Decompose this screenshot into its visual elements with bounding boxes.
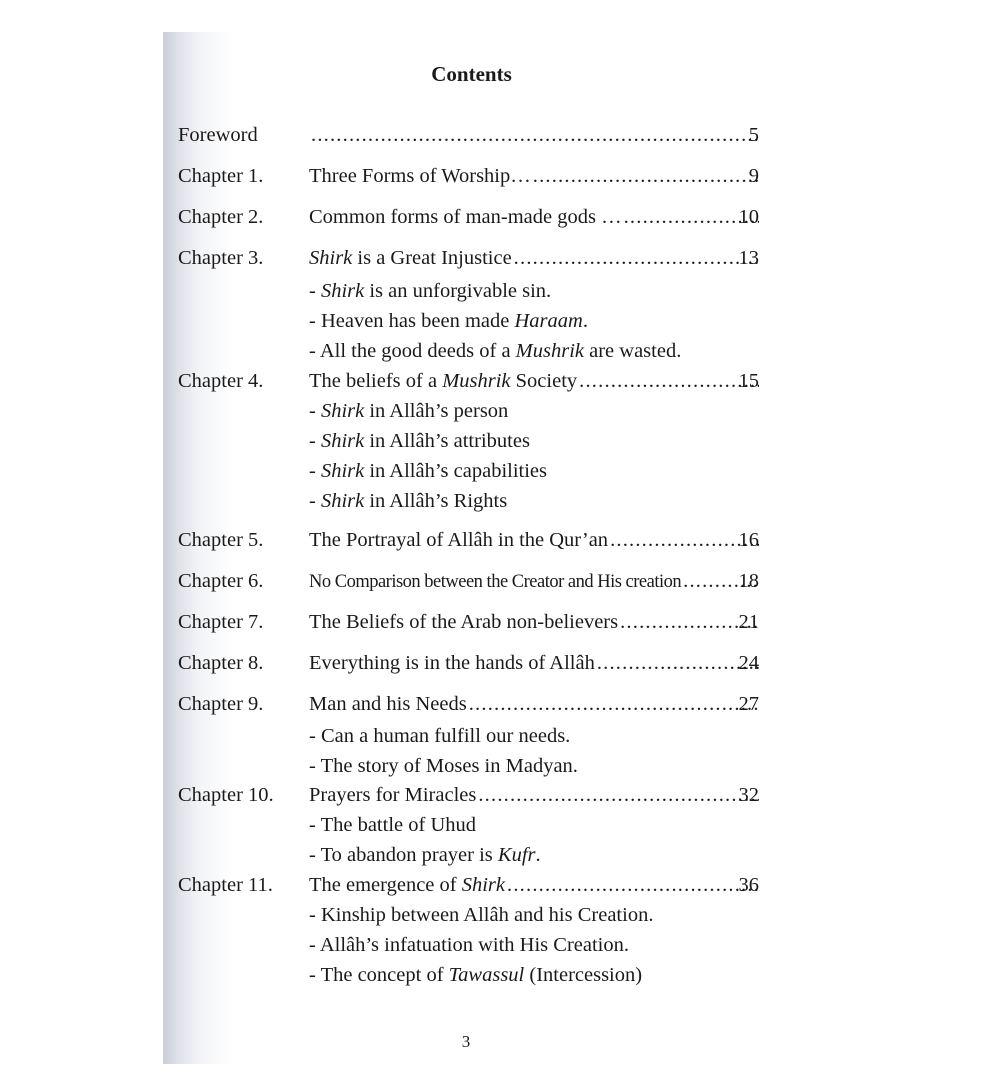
subtopic: - Shirk in Allâh’s person: [309, 400, 509, 422]
toc-entry-chapter-1[interactable]: [178, 161, 778, 191]
entry-page-number: 13: [738, 247, 759, 269]
entry-label: Chapter 4.: [178, 370, 264, 392]
subtopic: - The concept of Tawassul (Intercession): [309, 964, 643, 986]
page-title: Contents: [431, 62, 512, 86]
toc-entry-chapter-8[interactable]: [178, 648, 778, 678]
entry-label: Chapter 2.: [178, 206, 264, 228]
toc-entry-chapter-11[interactable]: [178, 870, 778, 900]
toc-entry-chapter-4[interactable]: [178, 366, 778, 396]
entry-leader: [309, 120, 759, 150]
toc-entry-chapter-2[interactable]: [178, 202, 778, 232]
toc-entry-foreword[interactable]: [178, 120, 778, 150]
entry-page-number: 15: [738, 370, 759, 392]
entry-label: Chapter 11.: [178, 874, 273, 896]
toc-entry-chapter-3[interactable]: [178, 243, 778, 273]
subtopic: - Kinship between Allâh and his Creation.: [309, 904, 654, 926]
entry-label: Foreword: [178, 124, 258, 146]
subtopic: - Allâh’s infatuation with His Creation.: [309, 934, 629, 956]
entry-label: Chapter 9.: [178, 693, 264, 715]
entry-page-number: 16: [738, 529, 759, 551]
entry-page-number: 9: [748, 165, 759, 187]
entry-page-number: 21: [738, 611, 759, 633]
entry-title: Everything is in the hands of Allâh .....: [309, 648, 759, 678]
entry-label: Chapter 5.: [178, 529, 264, 551]
subtopic: - The story of Moses in Madyan.: [309, 755, 578, 777]
entry-title: The beliefs of a Mushrik Society .....: [309, 366, 759, 396]
entry-title: The Beliefs of the Arab non-believers .....: [309, 607, 759, 637]
entry-title: Common forms of man-made gods … .....: [309, 202, 759, 232]
entry-title: No Comparison between the Creator and His creation .....: [309, 566, 759, 597]
subtopic: - All the good deeds of a Mushrik are wasted.: [309, 340, 682, 362]
entry-page-number: 10: [738, 206, 759, 228]
subtopic: - Shirk in Allâh’s attributes: [309, 430, 530, 452]
entry-page-number: 5: [748, 124, 759, 146]
entry-label: Chapter 7.: [178, 611, 264, 633]
subtopic: - Shirk in Allâh’s capabilities: [309, 460, 547, 482]
toc-entry-chapter-10[interactable]: [178, 780, 778, 810]
entry-label: Chapter 1.: [178, 165, 264, 187]
entry-title: Three Forms of Worship… .....: [309, 161, 759, 191]
toc-entry-chapter-9[interactable]: [178, 689, 778, 719]
entry-page-number: 18: [738, 570, 759, 592]
page-number: 3: [461, 1032, 471, 1051]
toc-entry-chapter-7[interactable]: [178, 607, 778, 637]
entry-title: The Portrayal of Allâh in the Qur’an .....: [309, 525, 759, 555]
entry-page-number: 32: [738, 784, 759, 806]
entry-label: Chapter 6.: [178, 570, 264, 592]
subtopic: - Shirk is an unforgivable sin.: [309, 280, 552, 302]
entry-label: Chapter 3.: [178, 247, 264, 269]
subtopic: - The battle of Uhud: [309, 814, 476, 836]
subtopic: - Can a human fulfill our needs.: [309, 725, 571, 747]
subtopic: - Heaven has been made Haraam.: [309, 310, 588, 332]
entry-title: The emergence of Shirk .....: [309, 870, 759, 900]
entry-title: Man and his Needs .....: [309, 689, 759, 719]
entry-label: Chapter 10.: [178, 784, 274, 806]
entry-page-number: 27: [738, 693, 759, 715]
entry-title: Prayers for Miracles .....: [309, 780, 759, 810]
entry-label: Chapter 8.: [178, 652, 264, 674]
toc-entry-chapter-6[interactable]: [178, 566, 778, 596]
subtopic: - To abandon prayer is Kufr.: [309, 844, 541, 866]
entry-page-number: 24: [738, 652, 759, 674]
subtopic: - Shirk in Allâh’s Rights: [309, 490, 508, 512]
entry-title: Shirk is a Great Injustice .....: [309, 243, 759, 273]
toc-entry-chapter-5[interactable]: [178, 525, 778, 555]
entry-page-number: 36: [738, 874, 759, 896]
